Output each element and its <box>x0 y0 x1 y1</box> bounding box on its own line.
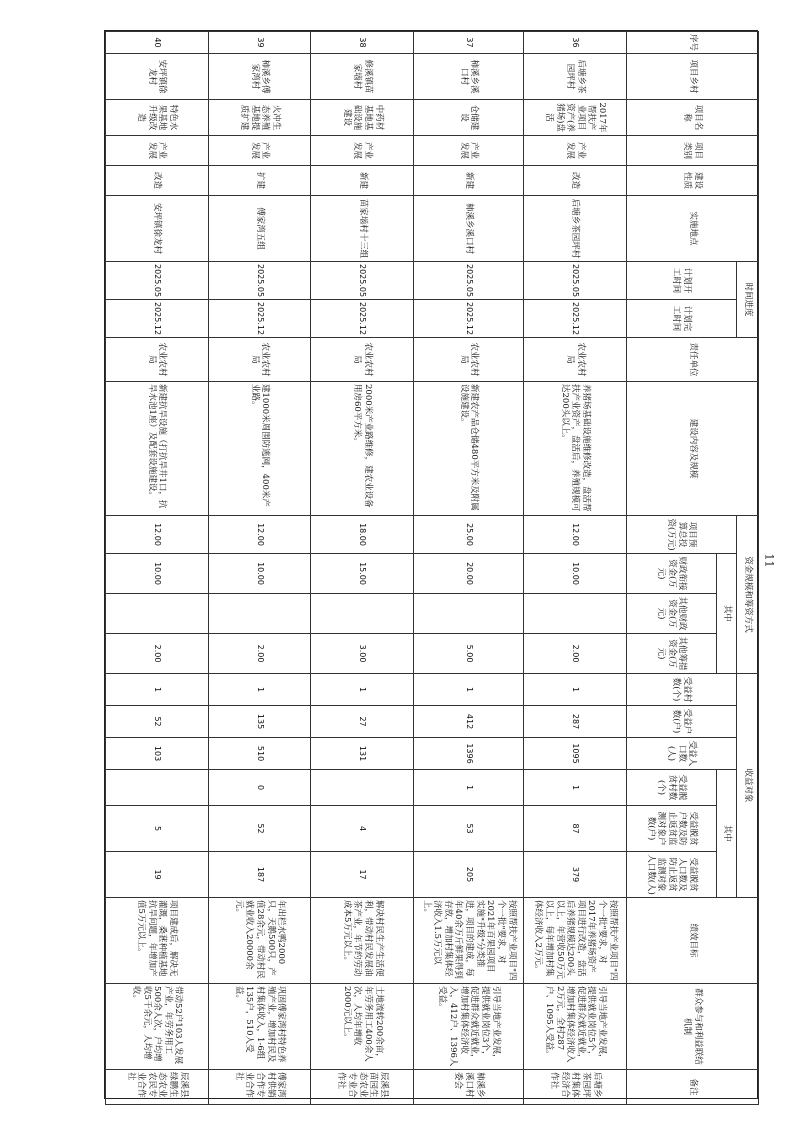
cell-total-investment: 12.00 <box>208 516 311 554</box>
cell-township-village: 安坪镇徐龙村 <box>106 54 209 100</box>
cell-project-name: 仓储建设 <box>414 100 524 136</box>
cell-benefit-poor-villages <box>311 770 414 806</box>
cell-seq: 36 <box>524 32 627 54</box>
header-mechanism: 群众参与和利益联结机制 <box>627 984 759 1070</box>
cell-responsible-unit: 农业农村局 <box>208 338 311 382</box>
cell-project-category: 产业发展 <box>208 136 311 166</box>
cell-benefit-poor-population: 205 <box>414 852 524 898</box>
header-start-time: 计划开工时间 <box>627 262 737 300</box>
cell-fiscal-funds: 10.00 <box>208 554 311 594</box>
cell-end-time: 2025.12 <box>106 300 209 338</box>
header-project-category: 项目类别 <box>627 136 759 166</box>
cell-benefit-poor-households: 52 <box>208 806 311 852</box>
cell-project-name: 中药材基地基础设施建设 <box>311 100 414 136</box>
header-responsible-unit: 责任单位 <box>627 338 759 382</box>
cell-benefit-population: 1095 <box>524 738 627 770</box>
project-table <box>105 31 759 1105</box>
cell-content-scale: 2000米产业路维修，建农业设备用房60平方米。 <box>311 382 414 516</box>
cell-township-village: 柿溪乡溪口村 <box>414 54 524 100</box>
header-benefit-poor-households: 受益脱贫户数及防止返贫监测对象户数(户) <box>627 806 717 852</box>
cell-other-fiscal-funds <box>106 594 209 634</box>
cell-responsible-unit: 农业农村局 <box>106 338 209 382</box>
cell-fiscal-funds: 20.00 <box>414 554 524 594</box>
cell-location: 傅家湾五组 <box>208 196 311 262</box>
cell-start-time: 2025.05 <box>208 262 311 300</box>
cell-performance: 按照帮扶产业项目"四个一批"要求，对2021年百果园项目实施"升级"分类推进，项目的建成，每年40余万斤鲜果得到存放，增加村集体经济收入1.5万元以上。 <box>414 898 524 984</box>
header-other-raised-funds: 其他筹措资金(万元) <box>627 634 717 674</box>
cell-benefit-villages: 1 <box>414 674 524 706</box>
page-number: 11 <box>762 553 776 568</box>
cell-remarks: 辰溪县绿鹏生态农业农民专业合作社 <box>106 1070 209 1105</box>
cell-benefit-households: 287 <box>524 706 627 738</box>
project-table-sheet <box>104 30 758 1099</box>
cell-other-raised-funds: 5.00 <box>414 634 524 674</box>
header-funds-among: 其中 <box>717 554 737 674</box>
rotated-table-wrapper <box>105 31 759 1100</box>
cell-township-village: 修溪镇苗家堖村 <box>311 54 414 100</box>
cell-benefit-villages: 1 <box>106 674 209 706</box>
cell-seq: 37 <box>414 32 524 54</box>
table-row <box>208 32 311 1105</box>
cell-project-category: 产业发展 <box>311 136 414 166</box>
header-construction-type: 建设性质 <box>627 166 759 196</box>
cell-mechanism: 带动52户103人发展产业，年劳务用工500余人次，户均增收5千余元，人均增收。 <box>106 984 209 1070</box>
cell-benefit-households: 412 <box>414 706 524 738</box>
table-row <box>524 32 627 1105</box>
header-benefit-poor-population: 受益脱贫人口数及防止返贫监测对象人口数(人) <box>627 852 717 898</box>
cell-seq: 39 <box>208 32 311 54</box>
cell-end-time: 2025.12 <box>414 300 524 338</box>
cell-performance: 按照帮扶产业项目"四个一批"要求，对2017年养猪场资产项目进行改造，盘活后养猪规模达200头以上，年营收50万元以上，每年增加村集体经济收入2万元。 <box>524 898 627 984</box>
table-row <box>106 32 209 1105</box>
table-row <box>311 32 414 1105</box>
cell-benefit-poor-villages <box>106 770 209 806</box>
cell-project-category: 产业发展 <box>414 136 524 166</box>
cell-start-time: 2025.05 <box>414 262 524 300</box>
cell-content-scale: 新建农产品仓储480平方米及附属设施建设。 <box>414 382 524 516</box>
cell-benefit-villages: 1 <box>524 674 627 706</box>
cell-start-time: 2025.05 <box>311 262 414 300</box>
cell-remarks: 辰溪县苗园生态农业专业合作社 <box>311 1070 414 1105</box>
cell-seq: 38 <box>311 32 414 54</box>
cell-other-fiscal-funds <box>311 594 414 634</box>
cell-benefit-poor-households: 4 <box>311 806 414 852</box>
cell-performance: 年出栏水鸭2000只，天鹅500只，产值28余元，带动村民就业收入20000余元。 <box>208 898 311 984</box>
header-project-name: 项目名称 <box>627 100 759 136</box>
header-funds-group: 资金规模和筹资方式 <box>737 516 759 674</box>
header-total-investment: 项目预算总投资(万元) <box>627 516 737 554</box>
cell-benefit-poor-population: 17 <box>311 852 414 898</box>
cell-location: 后塘乡茶园坪村 <box>524 196 627 262</box>
cell-benefit-poor-households: 53 <box>414 806 524 852</box>
cell-total-investment: 12.00 <box>106 516 209 554</box>
cell-benefit-households: 135 <box>208 706 311 738</box>
cell-other-fiscal-funds <box>208 594 311 634</box>
cell-mechanism: 引导当地产业发展，提供就业岗位3个，促进群众就近就业，增加村集体经济收入，412户、1396人受益。 <box>414 984 524 1070</box>
header-beneficiary-group: 收益对象 <box>737 674 759 898</box>
header-content-scale: 建设内容及规模 <box>627 382 759 516</box>
cell-other-raised-funds: 2.00 <box>524 634 627 674</box>
cell-location: 安坪镇徐龙村 <box>106 196 209 262</box>
cell-benefit-poor-villages: 0 <box>208 770 311 806</box>
cell-benefit-poor-population: 379 <box>524 852 627 898</box>
header-location: 实施地点 <box>627 196 759 262</box>
cell-content-scale: 养猪场基础设施维修改造，盘活帮扶产业资产，盘活后，养殖规模可达200头以上。 <box>524 382 627 516</box>
cell-mechanism: 引导当地产业发展，提供就业岗位5个，促进群众就近就业，增加村集体经济收入2万元，全村287户、1095人受益。 <box>524 984 627 1070</box>
cell-benefit-population: 510 <box>208 738 311 770</box>
cell-end-time: 2025.12 <box>208 300 311 338</box>
header-other-fiscal-funds: 其他财政资金(万元) <box>627 594 717 634</box>
cell-benefit-poor-population: 19 <box>106 852 209 898</box>
cell-performance: 项目建成后，解决无灌溉，桑葚种植基地抗旱问题，年增加产值5万元以上。 <box>106 898 209 984</box>
cell-other-raised-funds: 3.00 <box>311 634 414 674</box>
cell-mechanism: 土地流转200余亩，年劳务用工400余人次，人均年增收2000元以上。 <box>311 984 414 1070</box>
cell-benefit-population: 103 <box>106 738 209 770</box>
cell-benefit-poor-population: 187 <box>208 852 311 898</box>
cell-construction-type: 改造 <box>524 166 627 196</box>
cell-other-fiscal-funds <box>524 594 627 634</box>
header-benefit-among: 其中 <box>717 770 737 898</box>
cell-mechanism: 巩固傅家湾村特色养殖产业，增加村民及村集体收入，1-6组135户，510人受益。 <box>208 984 311 1070</box>
cell-other-raised-funds: 2.00 <box>208 634 311 674</box>
cell-remarks: 后塘乡茶园坪村集体经济合作社 <box>524 1070 627 1105</box>
cell-project-name: 火冲生态养殖基地提质扩建 <box>208 100 311 136</box>
cell-content-scale: 建1000米周围防逃网，400米产业路。 <box>208 382 311 516</box>
table-row <box>414 32 524 1105</box>
cell-benefit-households: 52 <box>106 706 209 738</box>
cell-benefit-villages: 1 <box>311 674 414 706</box>
cell-fiscal-funds: 15.00 <box>311 554 414 594</box>
cell-project-name: 特色水果基地升级改造 <box>106 100 209 136</box>
cell-benefit-population: 1396 <box>414 738 524 770</box>
cell-responsible-unit: 农业农村局 <box>414 338 524 382</box>
cell-start-time: 2025.05 <box>524 262 627 300</box>
cell-construction-type: 改造 <box>106 166 209 196</box>
cell-other-raised-funds: 2.00 <box>106 634 209 674</box>
cell-total-investment: 25.00 <box>414 516 524 554</box>
cell-fiscal-funds: 10.00 <box>106 554 209 594</box>
header-fiscal-funds: 财政衔接资金(万元) <box>627 554 717 594</box>
cell-other-fiscal-funds <box>414 594 524 634</box>
cell-remarks: 柿溪乡溪口村委会 <box>414 1070 524 1105</box>
header-benefit-villages: 受益村数(个) <box>627 674 737 706</box>
cell-benefit-poor-villages: 1 <box>414 770 524 806</box>
cell-construction-type: 新建 <box>414 166 524 196</box>
cell-content-scale: 新建抗旱设施（打抗旱井1口，抗旱水池1座）及配套设施建设。 <box>106 382 209 516</box>
cell-responsible-unit: 农业农村局 <box>311 338 414 382</box>
cell-construction-type: 新建 <box>311 166 414 196</box>
cell-construction-type: 扩建 <box>208 166 311 196</box>
header-township-village: 项目乡村 <box>627 54 759 100</box>
cell-benefit-poor-households: 87 <box>524 806 627 852</box>
cell-total-investment: 18.00 <box>311 516 414 554</box>
cell-location: 柿溪乡溪口村 <box>414 196 524 262</box>
cell-seq: 40 <box>106 32 209 54</box>
cell-benefit-households: 27 <box>311 706 414 738</box>
cell-remarks: 傅家湾村供销合作专业合作社 <box>208 1070 311 1105</box>
header-benefit-poor-villages: 受益脱贫村数(个) <box>627 770 717 806</box>
cell-project-name: 2017年帮扶产业项目资产(养猪场)盘活 <box>524 100 627 136</box>
header-schedule-group: 时间进度 <box>737 262 759 338</box>
header-benefit-population: 受益人口数(人) <box>627 738 737 770</box>
cell-start-time: 2025.05 <box>106 262 209 300</box>
header-end-time: 计划完工时间 <box>627 300 737 338</box>
header-benefit-households: 受益户数(户) <box>627 706 737 738</box>
header-seq: 序号 <box>627 32 759 54</box>
header-performance: 绩效目标 <box>627 898 759 984</box>
cell-total-investment: 12.00 <box>524 516 627 554</box>
cell-end-time: 2025.12 <box>524 300 627 338</box>
cell-benefit-poor-households: 5 <box>106 806 209 852</box>
cell-benefit-villages: 1 <box>208 674 311 706</box>
cell-performance: 解决村民生产生活便利，带动村民发展油茶产业，年节约劳动成本5万元以上。 <box>311 898 414 984</box>
cell-township-village: 后塘乡茶园坪村 <box>524 54 627 100</box>
cell-benefit-population: 131 <box>311 738 414 770</box>
cell-project-category: 产业发展 <box>106 136 209 166</box>
cell-end-time: 2025.12 <box>311 300 414 338</box>
cell-project-category: 产业发展 <box>524 136 627 166</box>
cell-location: 苗家堖村十三组 <box>311 196 414 262</box>
cell-township-village: 柿溪乡傅家湾村 <box>208 54 311 100</box>
cell-fiscal-funds: 10.00 <box>524 554 627 594</box>
cell-benefit-poor-villages: 1 <box>524 770 627 806</box>
header-remarks: 备注 <box>627 1070 759 1105</box>
cell-responsible-unit: 农业农村局 <box>524 338 627 382</box>
